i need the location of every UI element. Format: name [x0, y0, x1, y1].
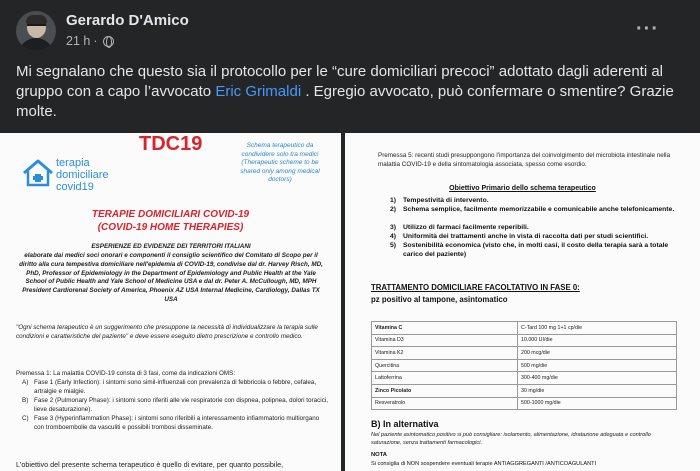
drug-name-cell: Vitamina K2	[372, 347, 518, 360]
phase-c-label: C)	[22, 415, 29, 422]
document-image-left[interactable]	[0, 133, 341, 471]
doc-heading-1: TERAPIE DOMICILIARI COVID-19	[91, 209, 250, 220]
doc-title: TDC19	[139, 133, 203, 155]
house-logo-icon	[22, 159, 54, 187]
objective-2-text: Schema semplice, facilmente memorizzabile e comunicabile anche telefonicamente.	[403, 206, 675, 213]
phase-a-label: A)	[22, 379, 29, 386]
drug-name-cell: Vitamina D3	[372, 334, 518, 347]
author-avatar[interactable]	[16, 11, 56, 51]
phase-b	[22, 397, 328, 415]
table-row	[372, 372, 677, 385]
phase-b-text: Fase 2 (Pulmonary Phase): i sintomi sono riferiti alle vie respiratorie con dispnea, polipnea, dolori toracici, lieve desaturazione).	[34, 397, 328, 413]
table-row	[372, 334, 677, 347]
disclaimer: "Ogni schema terapeutico è un suggerimento che presuppone la necessità di individualizzare la terapia sulle condizioni e caratteristiche del paziente" e deve essere eseguito dietro prescrizione e controllo medico.	[16, 324, 318, 340]
post-text-start: Mi segnalano che questo sia il protocollo per le “cure domiciliari precoci” adottato dagli aderenti al gruppo con a capo l’avvocato	[16, 63, 664, 100]
document-image-right[interactable]	[345, 133, 700, 471]
table-row	[372, 397, 677, 410]
table-row	[372, 347, 677, 360]
objective-5-text: Sostenibilità economica (visto che, in molti casi, il costo della terapia sarà a totale carico del paziente)	[403, 242, 669, 258]
alternative-title: B) In alternativa	[371, 419, 439, 429]
more-options-icon[interactable]: ···	[636, 18, 659, 40]
logo-line-1: terapia	[56, 157, 90, 169]
logo-line-2: domiciliare	[56, 169, 109, 181]
objective-3-num: 3)	[390, 224, 397, 231]
meta-separator: ·	[93, 34, 98, 48]
authors-title: ESPERIENZE ED EVIDENZE DEI TERRITORI ITALIANI	[91, 243, 251, 250]
post-meta	[66, 34, 114, 48]
drug-dose-cell: 10.000 UI/die	[518, 334, 677, 347]
mention-link[interactable]: Eric Grimaldi	[215, 83, 302, 100]
authors-text: elaborate dai medici soci onorari e componenti il consiglio scientifico del Comitato di Scopo per il diritto alla cura tempestiva domiciliare nell'epidemia di COVID-19, condivise dal dr. Harvey Risch, MD, PhD, Professor of Epidemiology in the Department of Epidemiology and Public Health at the Yale School of Public Health and Yale School of Medicine USA e dal dr. Peter A. McCullough, MD, MPH President Cardiorenal Society of America, Phoenix AZ USA Internal Medicine, Cardiology, Dallas TX USA	[19, 252, 323, 303]
drug-name-cell: Vitamina C	[372, 322, 518, 335]
drug-dose-cell: 30 mg/die	[518, 384, 677, 397]
drug-name-cell: Lattoferrina	[372, 372, 518, 385]
objective-1-text: Tempestività di intervento.	[403, 197, 489, 204]
nota-title: NOTA	[371, 452, 387, 458]
drug-name-cell: Quercitina	[372, 359, 518, 372]
objective-4-text: Uniformità dei trattamenti anche in vista di raccolta dati per studi scientifici.	[403, 233, 649, 240]
objective-3-text: Utilizzo di farmaci facilmente reperibili.	[403, 224, 529, 231]
objective-4-num: 4)	[390, 233, 397, 240]
table-row	[372, 359, 677, 372]
drug-dose-cell: 200 mcg/die	[518, 347, 677, 360]
drug-dose-cell: 500 mg/die	[518, 359, 677, 372]
table-row	[372, 322, 677, 335]
phase-b-label: B)	[22, 397, 29, 404]
phase-c	[22, 415, 328, 433]
schema-note: Schema terapeutico da condividere solo tra medici (Therapeutic scheme to be shared only among medical doctors)	[240, 142, 320, 183]
globe-icon[interactable]	[103, 36, 114, 47]
objective-1	[390, 196, 690, 205]
objective-2-num: 2)	[390, 206, 397, 213]
drug-table	[371, 321, 677, 410]
objective-1-num: 1)	[390, 197, 397, 204]
premessa-1: Premessa 1: La malattia COVID-19 consta di 3 fasi, come da indicazioni OMS:	[16, 370, 236, 377]
drug-name-cell: Zinco Picolato	[372, 384, 518, 397]
objective-start: L'obiettivo del presente schema terapeutico è quello di evitare, per quanto possibile,	[16, 460, 284, 469]
objective-3	[390, 223, 690, 232]
post-time[interactable]: 21 h	[66, 34, 91, 48]
alternative-text: Nel paziente asintomatico positivo si può consigliare: isolamento, alimentazione, idratazione adeguata e controllo saturazione, senza trattamenti farmacologici.	[371, 432, 651, 447]
phase-c-text: Fase 3 (Hyperinflammation Phase): i sintomi sono riferibili a interessamento infiammatorio multiorgano con tromboembolie da vasculiti e possibili trombosi disseminate.	[34, 415, 320, 431]
drug-name-cell: Resveratrolo	[372, 397, 518, 410]
table-row	[372, 384, 677, 397]
objective-4	[390, 232, 690, 241]
drug-dose-cell: 500-1000 mg/die	[518, 397, 677, 410]
post-text-end: . Egregio avvocato, può confermare o smentire? Grazie molte.	[16, 83, 674, 120]
objective-2	[390, 205, 690, 214]
treatment-subtitle: pz positivo al tampone, asintomatico	[371, 295, 508, 304]
doc-heading-2: (COVID-19 HOME THERAPIES)	[97, 222, 244, 233]
logo-line-3: covid19	[56, 181, 94, 193]
objective-5	[390, 241, 690, 259]
drug-dose-cell: C-Tard 100 mg 1+1 cp/die	[518, 322, 677, 335]
treatment-title: TRATTAMENTO DOMICILIARE FACOLTATIVO IN FASE 0:	[371, 283, 580, 292]
drug-dose-cell: 300-400 mg/die	[518, 372, 677, 385]
phase-a-text: Fase 1 (Early Infection): i sintomi sono simil-influenzali con prevalenza di febbricola o febbre, cefalea, artralgie e mialgie.	[34, 379, 317, 395]
objective-5-num: 5)	[390, 242, 397, 249]
phase-a	[22, 379, 328, 397]
author-name[interactable]: Gerardo D'Amico	[66, 12, 189, 29]
objective-title: Obiettivo Primario dello schema terapeutico	[449, 185, 596, 192]
post-text	[16, 62, 686, 122]
nota-text: Si consiglia di NON sospendere eventuali terapie ANTIAGGREGANTI /ANTICOAGULANTI	[371, 461, 597, 467]
premessa-5: Premessa 5: recenti studi presuppongono l'importanza del coinvolgimento del microbiota intestinale nella malattia COVID-19 e della sintomatologia associata, spesso come esordio.	[378, 152, 671, 168]
